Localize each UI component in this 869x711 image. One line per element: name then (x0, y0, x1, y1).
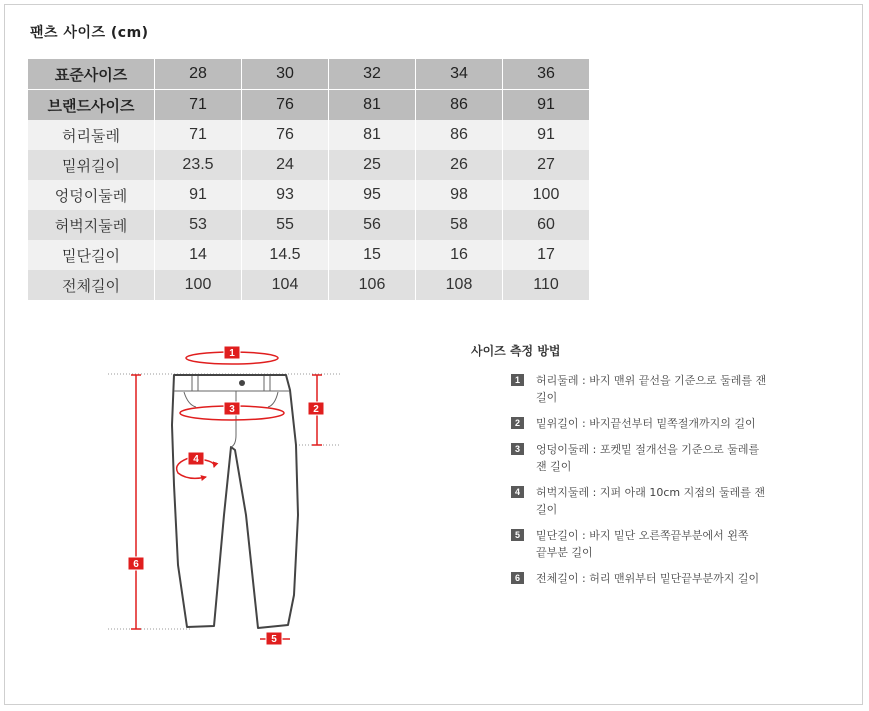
list-item (511, 484, 773, 518)
table-cell: 53 (155, 210, 242, 240)
list-item (511, 441, 773, 475)
list-item (511, 570, 773, 587)
table-cell: 98 (416, 180, 503, 210)
table-cell: 81 (329, 120, 416, 150)
table-cell: 16 (416, 240, 503, 270)
table-cell: 25 (329, 150, 416, 180)
badge-4 (188, 452, 204, 465)
table-cell: 24 (242, 150, 329, 180)
item-text: 밑위길이 : 바지끝선부터 밑쪽절개까지의 길이 (536, 417, 756, 430)
measure-guide-list (511, 372, 773, 596)
table-cell: 100 (503, 180, 590, 210)
header-cell: 71 (155, 90, 242, 121)
table-cell: 104 (242, 270, 329, 300)
pants-measurement-diagram (100, 335, 360, 655)
table-header-row (28, 59, 590, 90)
header-label: 브랜드사이즈 (28, 90, 155, 121)
row-label: 허리둘레 (28, 120, 155, 150)
svg-text:6: 6 (133, 559, 139, 570)
list-item (511, 372, 773, 406)
table-cell: 17 (503, 240, 590, 270)
button-mark (239, 380, 245, 386)
table-cell: 71 (155, 120, 242, 150)
header-cell: 32 (329, 59, 416, 90)
table-cell: 76 (242, 120, 329, 150)
badge-5 (266, 632, 282, 645)
item-text: 허리둘레 : 바지 맨위 끝선을 기준으로 둘레를 잰 길이 (536, 374, 767, 404)
header-cell: 76 (242, 90, 329, 121)
table-cell: 106 (329, 270, 416, 300)
row-label: 허벅지둘레 (28, 210, 155, 240)
item-number-badge: 3 (511, 443, 524, 455)
table-cell: 56 (329, 210, 416, 240)
table-cell: 27 (503, 150, 590, 180)
item-number-badge: 1 (511, 374, 524, 386)
table-cell: 86 (416, 120, 503, 150)
table-cell: 14 (155, 240, 242, 270)
table-cell: 95 (329, 180, 416, 210)
table-cell: 60 (503, 210, 590, 240)
table-cell: 91 (503, 120, 590, 150)
table-row (28, 180, 590, 210)
list-item (511, 415, 773, 432)
table-cell: 58 (416, 210, 503, 240)
table-cell: 55 (242, 210, 329, 240)
row-label: 밑단길이 (28, 240, 155, 270)
header-cell: 36 (503, 59, 590, 90)
table-row (28, 240, 590, 270)
svg-text:4: 4 (193, 454, 199, 465)
badge-1 (224, 346, 240, 359)
header-cell: 34 (416, 59, 503, 90)
item-text: 엉덩이둘레 : 포켓밑 절개선을 기준으로 둘레를 잰 길이 (536, 443, 760, 473)
row-label: 전체길이 (28, 270, 155, 300)
header-label: 표준사이즈 (28, 59, 155, 90)
badge-2 (308, 402, 324, 415)
header-cell: 81 (329, 90, 416, 121)
table-row (28, 120, 590, 150)
list-item (511, 527, 773, 561)
header-cell: 30 (242, 59, 329, 90)
table-row (28, 210, 590, 240)
page-title: 팬츠 사이즈 (cm) (30, 25, 149, 41)
item-number-badge: 2 (511, 417, 524, 429)
svg-text:1: 1 (229, 348, 235, 359)
row-label: 밑위길이 (28, 150, 155, 180)
badge-6 (128, 557, 144, 570)
size-table (28, 59, 590, 300)
item-number-badge: 6 (511, 572, 524, 584)
table-cell: 14.5 (242, 240, 329, 270)
badge-3 (224, 402, 240, 415)
svg-text:3: 3 (229, 404, 235, 415)
header-cell: 86 (416, 90, 503, 121)
item-text: 허벅지둘레 : 지퍼 아래 10cm 지점의 둘레를 잰 길이 (536, 486, 765, 516)
item-number-badge: 4 (511, 486, 524, 498)
table-row (28, 270, 590, 300)
row-label: 엉덩이둘레 (28, 180, 155, 210)
item-number-badge: 5 (511, 529, 524, 541)
table-cell: 23.5 (155, 150, 242, 180)
item-text: 전체길이 : 허리 맨위부터 밑단끝부분까지 길이 (536, 572, 760, 585)
table-cell: 91 (155, 180, 242, 210)
table-row (28, 150, 590, 180)
table-cell: 26 (416, 150, 503, 180)
svg-text:2: 2 (313, 404, 319, 415)
svg-text:5: 5 (271, 634, 277, 645)
table-cell: 93 (242, 180, 329, 210)
table-cell: 110 (503, 270, 590, 300)
table-cell: 15 (329, 240, 416, 270)
table-cell: 100 (155, 270, 242, 300)
header-cell: 28 (155, 59, 242, 90)
measure-guide-title: 사이즈 측정 방법 (471, 344, 561, 358)
header-cell: 91 (503, 90, 590, 121)
item-text: 밑단길이 : 바지 밑단 오른쪽끝부분에서 왼쪽 끝부분 길이 (536, 529, 749, 559)
table-header-row (28, 90, 590, 121)
table-cell: 108 (416, 270, 503, 300)
